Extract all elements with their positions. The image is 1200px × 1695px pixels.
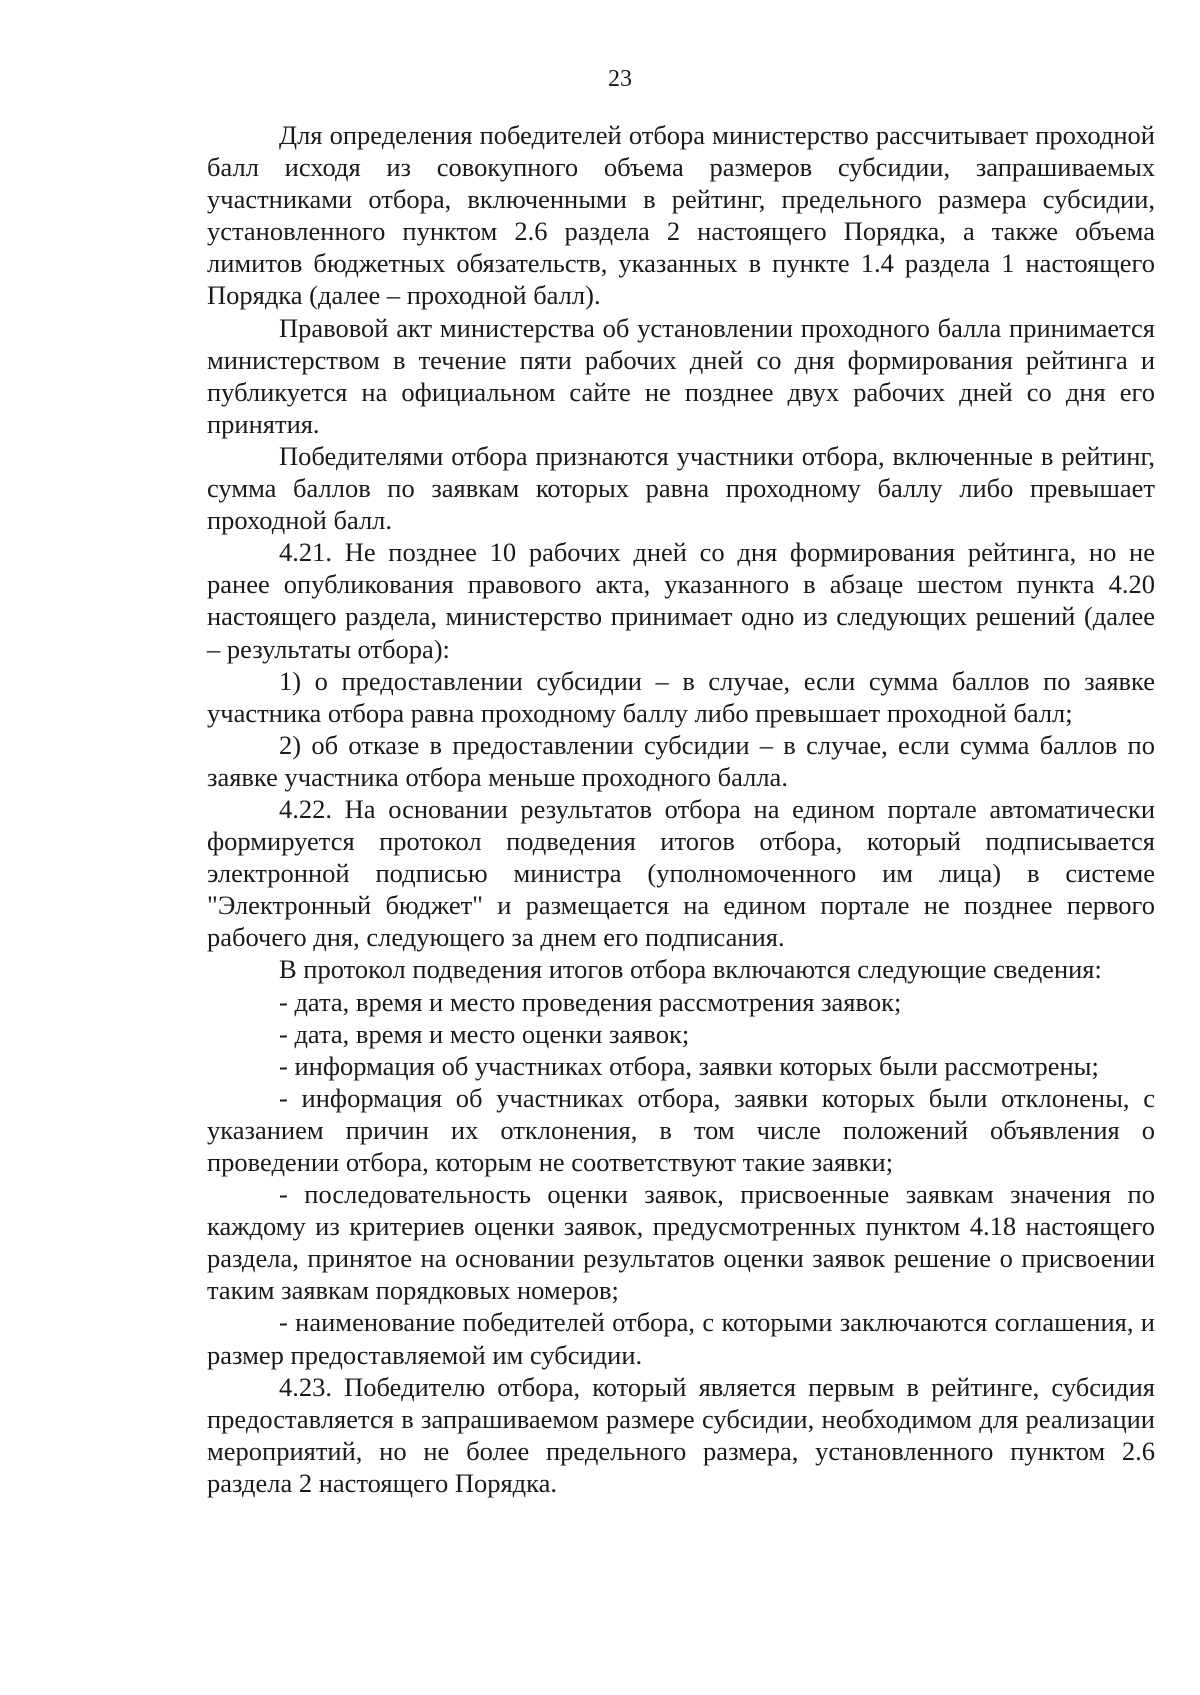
page-number: 23 — [608, 66, 632, 92]
paragraph-4-22: 4.22. На основании результатов отбора на едином портале автоматически формируется протокол подведения итогов отбора, который подписывается электронной подписью министра (уполномоченного им лица) в системе "Электронный бюджет" и размещается на едином портале не позднее первого рабочего дня, следующего за днем его подписания. — [207, 793, 1155, 953]
list-item-evaluation-sequence: - последовательность оценки заявок, присвоенные заявкам значения по каждому из критериев оценки заявок, предусмотренных пунктом 4.18 настоящего раздела, принятое на основании результатов оценки заявок решение о присвоении таким заявкам порядковых номеров; — [207, 1179, 1155, 1306]
list-item-rejected-participants: - информация об участниках отбора, заявки которых были отклонены, с указанием причин их отклонения, в том числе положений объявления о проведении отбора, которым не соответствуют такие заявки; — [207, 1082, 1155, 1177]
list-item-winners-names: - наименование победителей отбора, с которыми заключаются соглашения, и размер предоставляемой им субсидии. — [207, 1307, 1155, 1370]
list-item-review-date: - дата, время и место проведения рассмотрения заявок; — [279, 986, 902, 1017]
paragraph-4-23: 4.23. Победителю отбора, который является первым в рейтинге, субсидия предоставляется в запрашиваемом размере субсидии, необходимом для реализации мероприятий, но не более предельного размера, установленного пунктом 2.6 раздела 2 настоящего Порядка. — [207, 1371, 1155, 1498]
paragraph-winners: Победителями отбора признаются участники отбора, включенные в рейтинг, сумма баллов по заявкам которых равна проходному баллу либо превышает проходной балл. — [207, 440, 1155, 536]
list-item-reviewed-participants: - информация об участниках отбора, заявки которых были рассмотрены; — [279, 1050, 1099, 1081]
list-item-decision-1: 1) о предоставлении субсидии – в случае, если сумма баллов по заявке участника отбора равна проходному баллу либо превышает проходной балл; — [207, 665, 1155, 728]
list-item-decision-2: 2) об отказе в предоставлении субсидии – в случае, если сумма баллов по заявке участника отбора меньше проходного балла. — [207, 729, 1155, 792]
paragraph-passing-score: Для определения победителей отбора министерство рассчитывает проходной балл исходя из совокупного объема размеров субсидии, запрашиваемых участниками отбора, включенными в рейтинг, предельного размера субсидии, установленного пунктом 2.6 раздела 2 настоящего Порядка, а также объема лимитов бюджетных обязательств, указанных в пункте 1.4 раздела 1 настоящего Порядка (далее – проходной балл). — [207, 120, 1155, 311]
paragraph-legal-act: Правовой акт министерства об установлении проходного балла принимается министерством в течение пяти рабочих дней со дня формирования рейтинга и публикуется на официальном сайте не позднее двух рабочих дней со дня его принятия. — [207, 312, 1155, 439]
paragraph-protocol-intro: В протокол подведения итогов отбора включаются следующие сведения: — [279, 954, 1102, 985]
paragraph-4-21: 4.21. Не позднее 10 рабочих дней со дня формирования рейтинга, но не ранее опубликования правового акта, указанного в абзаце шестом пункта 4.20 настоящего раздела, министерство принимает одно из следующих решений (далее – результаты отбора): — [207, 537, 1155, 664]
document-body — [207, 119, 1155, 1499]
list-item-evaluation-date: - дата, время и место оценки заявок; — [279, 1018, 690, 1049]
